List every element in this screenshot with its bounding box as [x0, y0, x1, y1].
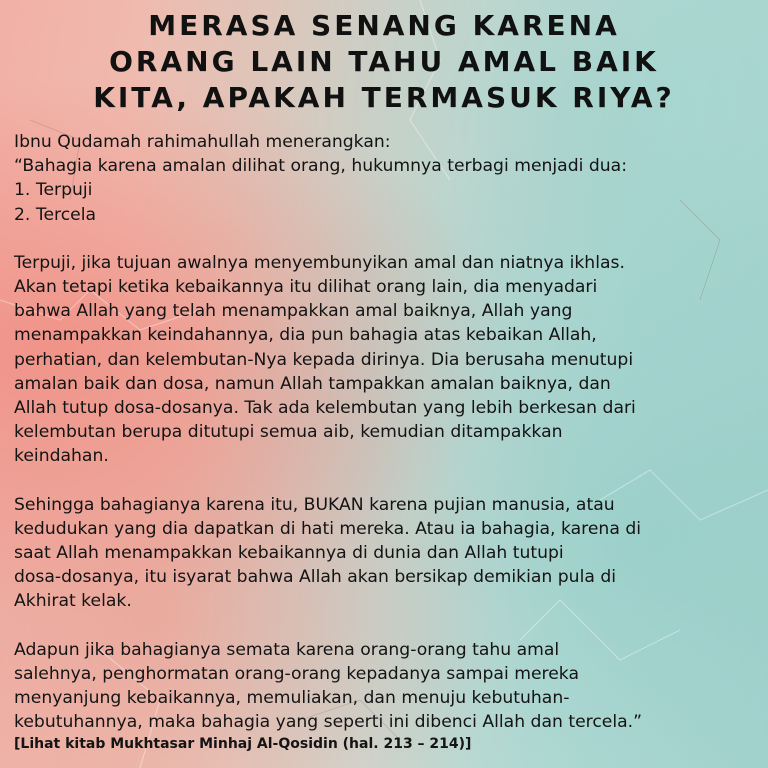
paragraph-line: kelembutan berupa ditutupi semua aib, kemudian ditampakkan	[14, 422, 563, 443]
paragraph-line: Allah tutup dosa-dosanya. Tak ada kelembutan yang lebih berkesan dari	[14, 398, 636, 419]
paragraph-line: salehnya, penghormatan orang-orang kepadanya sampai mereka	[14, 663, 579, 684]
paragraph-line: Adapun jika bahagianya semata karena orang-orang tahu amal	[14, 639, 560, 660]
intro-line: Ibnu Qudamah rahimahullah menerangkan:	[14, 132, 391, 152]
paragraph-line: amalan baik dan dosa, namun Allah tampakkan amalan baiknya, dan	[14, 373, 611, 394]
article-body	[14, 130, 758, 754]
paragraph-line: Terpuji, jika tujuan awalnya menyembunyikan amal dan niatnya ikhlas.	[14, 252, 625, 273]
paragraph-line: menyanjung kebaikannya, memuliakan, dan menuju kebutuhan-	[14, 688, 570, 709]
paragraph-line: perhatian, dan kelembutan-Nya kepada dirinya. Dia berusaha menutupi	[14, 349, 634, 370]
paragraph-line: kedudukan yang dia dapatkan di hati mereka. Atau ia bahagia, karena di	[14, 518, 642, 539]
list-item: 1. Terpuji	[14, 180, 93, 201]
page-title	[0, 8, 768, 116]
paragraph-line: keindahan.	[14, 446, 109, 467]
paragraph-line: kebutuhannya, maka bahagia yang seperti ini dibenci Allah dan tercela.”	[14, 712, 643, 733]
title-line: MERASA SENANG KARENA	[148, 9, 620, 42]
title-line: ORANG LAIN TAHU AMAL BAIK	[109, 45, 659, 78]
reference-citation: [Lihat kitab Mukhtasar Minhaj Al-Qosidin (hal. 213 – 214)]	[14, 736, 472, 753]
paragraph-line: saat Allah menampakkan kebaikannya di dunia dan Allah tutupi	[14, 543, 564, 564]
paragraph-line: Akhirat kelak.	[14, 591, 132, 612]
intro-line: “Bahagia karena amalan dilihat orang, hukumnya terbagi menjadi dua:	[14, 156, 627, 177]
paragraph-line: bahwa Allah yang telah menampakkan amal baiknya, Allah yang	[14, 301, 573, 322]
paragraph-line: Sehingga bahagianya karena itu, BUKAN karena pujian manusia, atau	[14, 494, 615, 515]
paragraph-line: menampakkan keindahannya, dia pun bahagia atas kebaikan Allah,	[14, 325, 597, 346]
paragraph-line: dosa-dosanya, itu isyarat bahwa Allah akan bersikap demikian pula di	[14, 567, 617, 588]
list-item: 2. Tercela	[14, 204, 97, 225]
title-line: KITA, APAKAH TERMASUK RIYA?	[93, 81, 675, 114]
paragraph-line: Akan tetapi ketika kebaikannya itu dilihat orang lain, dia menyadari	[14, 277, 598, 298]
